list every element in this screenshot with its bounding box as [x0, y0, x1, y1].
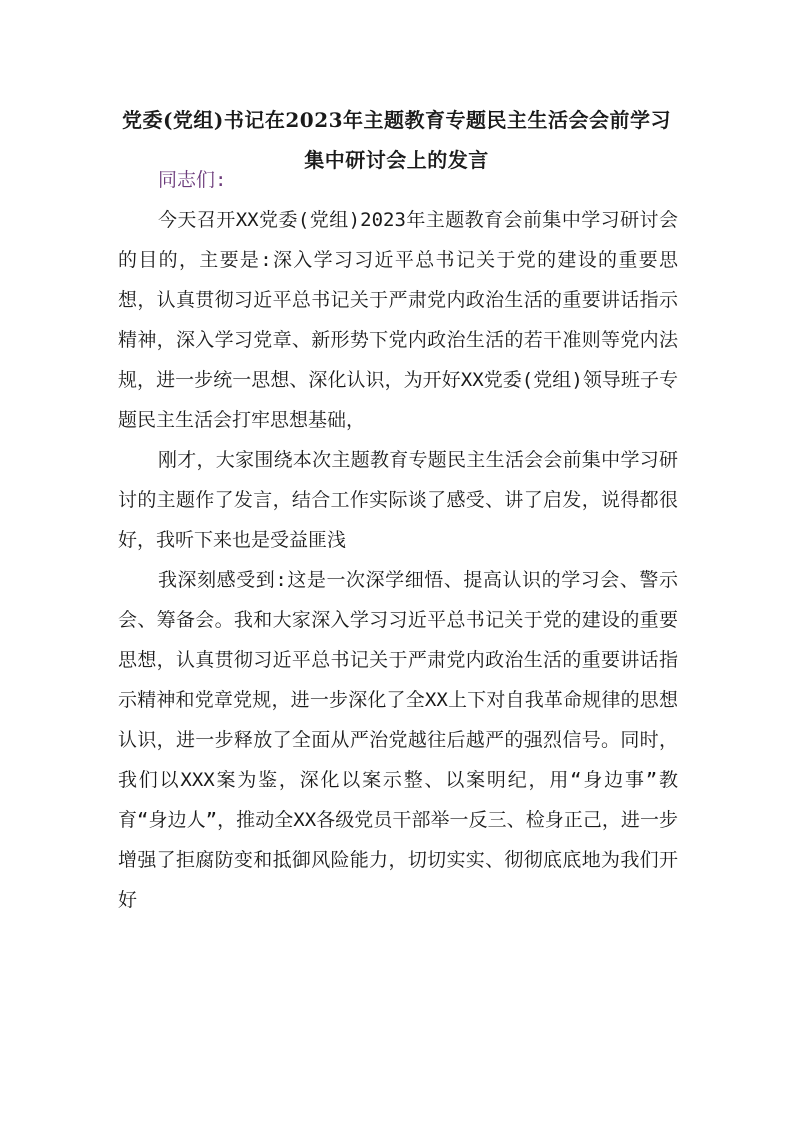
- paragraph-1: 今天召开XX党委(党组)2023年主题教育会前集中学习研讨会的目的，主要是:深入学习习近平总书记关于党的建设的重要思想，认真贯彻习近平总书记关于严肃党内政治生活的重要讲话指示精神，深入学习党章、新形势下党内政治生活的若干准则等党内法规，进一步统一思想、深化认识，为开好XX党委(党组)领导班子专题民主生活会打牢思想基础，: [118, 209, 678, 431]
- paragraph-2: 刚才，大家围绕本次主题教育专题民主生活会会前集中学习研讨的主题作了发言，结合工作实际谈了感受、讲了启发，说得都很好，我听下来也是受益匪浅: [118, 449, 678, 551]
- salutation: 同志们:: [158, 169, 227, 191]
- document-title: 党委(党组)书记在2023年主题教育专题民主生活会会前学习集中研讨会上的发言: [121, 108, 672, 172]
- paragraph-3: 我深刻感受到:这是一次深学细悟、提高认识的学习会、警示会、筹备会。我和大家深入学习习近平总书记关于党的建设的重要思想，认真贯彻习近平总书记关于严肃党内政治生活的重要讲话指示精神和党章党规，进一步深化了全XX上下对自我革命规律的思想认识，进一步释放了全面从严治党越往后越严的强烈信号。同时，我们以XXX案为鉴，深化以案示整、以案明纪，用“身边事”教育“身边人”，推动全XX各级党员干部举一反三、检身正己，进一步增强了拒腐防变和抵御风险能力，切切实实、彻彻底底地为我们开好: [118, 569, 678, 911]
- document-body: [118, 160, 678, 920]
